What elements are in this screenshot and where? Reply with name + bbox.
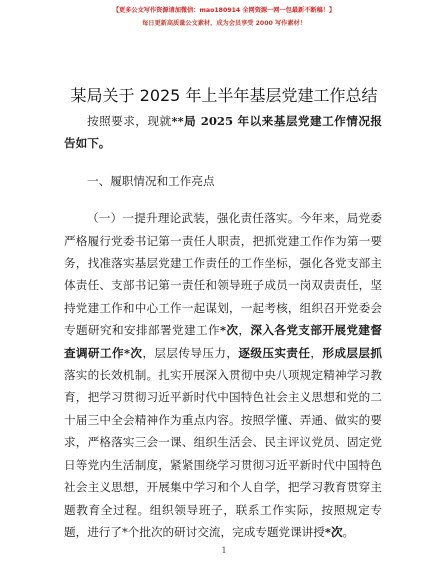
para1-text-11: 。 <box>342 524 355 539</box>
intro-text-1: 按照要求，现就 <box>87 114 172 128</box>
promo-banner-line2: 每日更新高质量公文素材，成为会员享受 2000 写作素材！ <box>142 20 306 27</box>
para1-bold-count-2: *次 <box>324 524 343 539</box>
page-number: 1 <box>221 546 227 555</box>
para1-text-3: ， <box>238 323 251 338</box>
para1-bold-mechanism: 形成层层抓 <box>322 345 382 360</box>
document-title: 某局关于 2025 年上半年基层党建工作总结 <box>70 86 378 105</box>
para1-text-1: （一）一提升理论武装，强化责任落实。今年来，局党委严格履行党委书记第一责任人职责，把抓党建工作作为第一要务，找准落实基层党建工作责任的工作坐标，强化各党支部主体责任、支部书记第一责任和领导班子成员一岗双责责任，坚持党建工作和中心工作一起谋划，一起考核，组织召开党委会专题研究和安排部署党建工作 <box>64 211 382 338</box>
para1-text-5: ，层层传导压力， <box>142 345 239 360</box>
paragraph-1 <box>64 207 382 543</box>
document-body <box>64 110 382 543</box>
para1-bold-responsibility: 逐级压实责任 <box>238 345 311 360</box>
promo-banner-line1: 【更多公文写作资源请加微信：mao180914 全网资源一网一包最新不断稿！】 <box>112 7 336 14</box>
para1-text-7: ， <box>310 345 323 360</box>
section-heading: 一、履职情况和工作亮点 <box>87 173 215 188</box>
para1-bold-count-1: *次 <box>219 323 239 338</box>
intro-paragraph <box>64 110 382 155</box>
para1-text-9: 落实的长效机制。扎实开展深入贯彻中央八项规定精神学习教育，把学习贯彻习近平新时代中国特色社会主义思想和党的二十届三中全会精神作为重点内容。按照学懂、弄通、做实的要求，严格落实三会一课、组织生活会、民主评议党员、固定党日等党内生活制度，紧紧围绕学习贯彻习近平新时代中国特色社会主义思想，开展集中学习和个人自学，把学习教育贯穿主题教育全过程。组织领导班子，联系工作实际，按照规定专题，进行了*个批次的研讨交流，完成专题党课讲授 <box>64 368 382 539</box>
para1-bold-research: 深入各党支部开展党建督查调研工作*次 <box>64 323 382 360</box>
intro-text-2: **局 2025 年以来基层党建工作情况报告如下。 <box>64 114 382 151</box>
